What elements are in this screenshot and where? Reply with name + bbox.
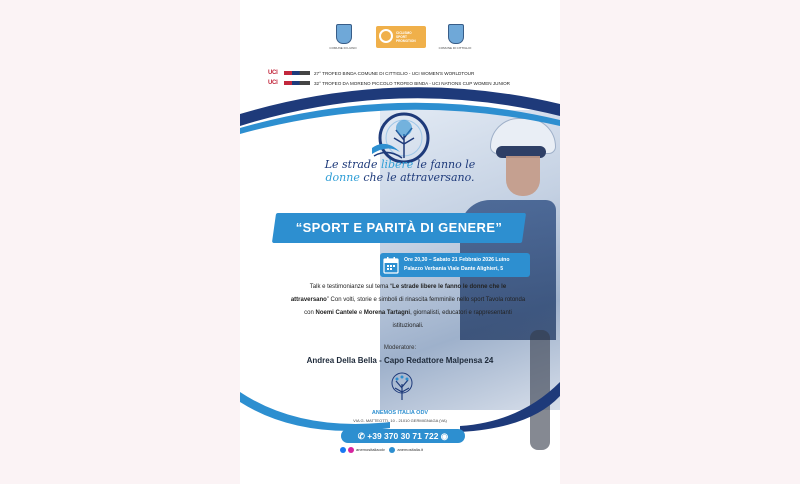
- motto-line2-b: che le attraversano.: [359, 171, 475, 184]
- ciclismo-sport-promotion-logo: [376, 26, 426, 48]
- trophy-line-2: 32° TROFEO DA MORENO PICCOLO TROFEO BINDA - UCI NATIONS CUP WOMEN JUNIOR: [314, 80, 510, 86]
- motto-line1-a: Le strade: [324, 158, 381, 171]
- comune-cittiglio-crest-icon: [448, 24, 464, 44]
- moderator-label: Moderatore:: [383, 345, 417, 351]
- event-date-time: Ore 20,30 – Sabato 21 Febbraio 2026 Luino: [404, 257, 510, 263]
- uci-stripes-icon: [284, 71, 310, 75]
- organization-name: ANEMOS ITALIA ODV: [371, 410, 429, 416]
- description-part-3: e: [357, 310, 364, 316]
- comune-luino-crest-icon: [336, 24, 352, 44]
- moderator-name: Andrea Della Bella - Capo Redattore Malpensa 24: [306, 356, 494, 365]
- motto-line2-highlight: donne: [325, 171, 360, 184]
- crest-right-caption: COMUNE DI CITTIGLIO: [438, 46, 472, 50]
- description-part-2: ” Con volti, storie e simboli di rinascita femminile nello sport Tavola rotonda con: [304, 297, 526, 316]
- instagram-icon[interactable]: [348, 447, 354, 453]
- motto-text: [300, 158, 500, 184]
- logo-line-1: CICLISMO: [396, 31, 412, 35]
- trophy-row-1: [268, 68, 538, 78]
- logo-ring-icon: [379, 29, 393, 43]
- social-links: [340, 447, 470, 457]
- speaker-2: Morena Tartagni: [363, 310, 411, 316]
- logo-line-2: SPORT: [396, 35, 407, 39]
- web-icon[interactable]: [389, 447, 395, 453]
- whatsapp-icon: ◉: [438, 431, 449, 441]
- uci-logo: UCI: [268, 70, 278, 76]
- trophy-line-1: 27° TROFEO BINDA COMUNE DI CITTIGLIO - UCI WOMEN'S WORLDTOUR: [314, 70, 475, 76]
- uci-stripes-icon: [284, 81, 310, 85]
- social-handle[interactable]: anemositaliaodv: [356, 447, 385, 453]
- description-part-1: Talk e testimonianze sul tema “: [309, 284, 393, 290]
- facebook-icon[interactable]: [340, 447, 346, 453]
- speaker-1: Noemi Cantele: [315, 310, 358, 316]
- crest-left-caption: COMUNE DI LUINO: [329, 46, 357, 50]
- event-title: “SPORT E PARITÀ DI GENERE”: [295, 220, 503, 235]
- anemos-tree-logo-icon: [388, 372, 416, 402]
- event-description: [290, 281, 526, 333]
- phone-icon: ✆: [357, 431, 368, 441]
- motto-line1-c: le fanno le: [413, 158, 476, 171]
- event-date-box: [380, 253, 530, 277]
- description-theme: Le strade libere le fanno le donne che le attraversano: [290, 284, 507, 303]
- uci-logo: UCI: [268, 80, 278, 86]
- header-logos: [240, 22, 560, 62]
- event-flyer: [240, 0, 560, 484]
- calendar-icon: [383, 256, 399, 274]
- website-link[interactable]: anemositalia.it: [397, 447, 423, 453]
- description-part-4: , giornalisti, educatori e rappresentanti istituzionali.: [392, 310, 512, 329]
- motto-line1-highlight: libere: [380, 158, 414, 171]
- organization-address: VIA G. MATTEOTTI, 10 - 21010 GERMIGNAGA (VA): [353, 418, 447, 423]
- event-venue: Palazzo Verbania Viale Dante Alighieri, 5: [404, 266, 504, 272]
- phone-number[interactable]: [341, 429, 465, 443]
- cyclist-face: [506, 156, 540, 196]
- trophy-lines: [268, 68, 538, 88]
- logo-line-3: PROMOTION: [396, 39, 416, 43]
- phone-value: +39 370 30 71 722: [367, 431, 439, 441]
